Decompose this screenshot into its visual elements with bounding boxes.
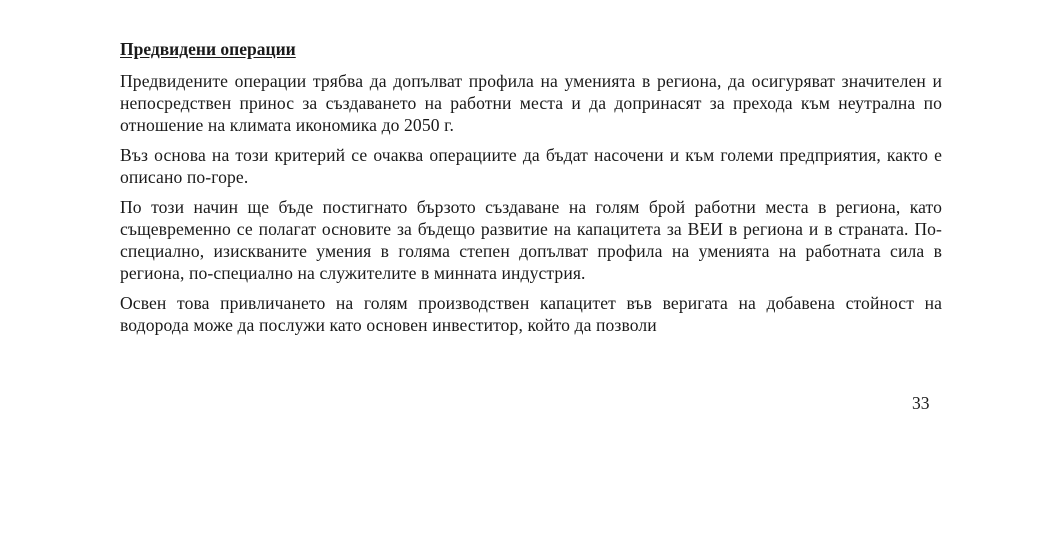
cut-off-top-line bbox=[540, 0, 880, 6]
paragraph-2: Въз основа на този критерий се очаква операциите да бъдат насочени и към големи предприятия, както е описано по-горе. bbox=[120, 145, 942, 187]
paragraph-1: Предвидените операции трябва да допълват профила на уменията в региона, да осигуряват значителен и непосредствен принос за създаването на работни места и да допринасят за прехода към неутрална по отношение на климата икономика до 2050 г. bbox=[120, 71, 942, 135]
document-body bbox=[120, 38, 942, 344]
section-heading: Предвидени операции bbox=[120, 39, 296, 59]
paragraph-4: Освен това привличането на голям производствен капацитет във веригата на добавена стойност на водорода може да послужи като основен инвеститор, който да позволи bbox=[120, 293, 942, 335]
paragraph-3: По този начин ще бъде постигнато бързото създаване на голям брой работни места в региона, като същевременно се полагат основите за бъдещо развитие на капацитета за ВЕИ в региона и в страната. По-специално, изискваните умения в голяма степен допълват профила на уменията на работната сила в региона, по-специално на служителите в минната индустрия. bbox=[120, 197, 942, 283]
page-number: 33 bbox=[912, 393, 930, 413]
